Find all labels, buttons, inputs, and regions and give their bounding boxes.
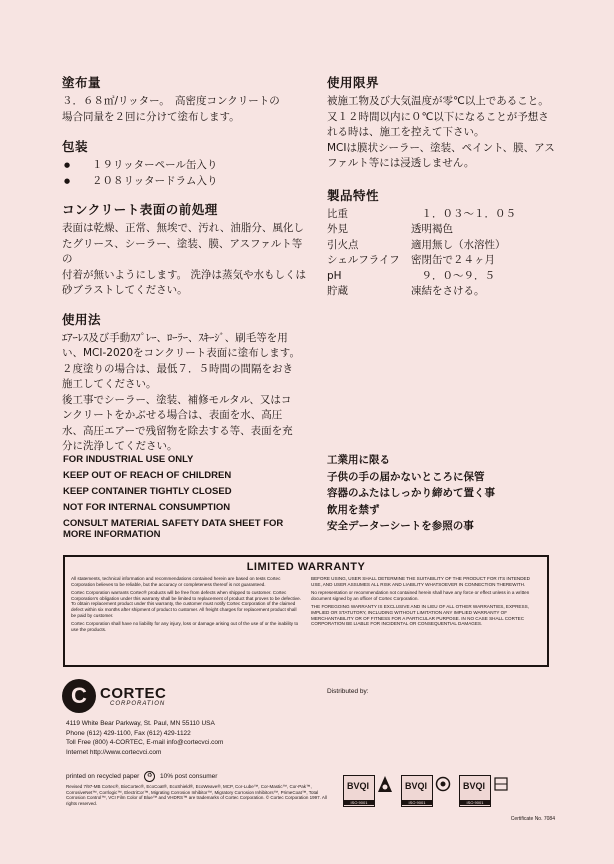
warranty-paragraph: All statements, technical information and recommendations contained herein are based on tests Cortec Corporation believes to be reliable, but the accuracy or completeness thereof is not guaranteed.	[71, 576, 281, 587]
properties-section	[327, 186, 577, 300]
warning-line-jp: 工業用に限る	[327, 454, 390, 466]
cortec-logo-text	[100, 686, 166, 707]
post-consumer-text: 10% post consumer	[159, 773, 218, 781]
warranty-paragraph: No representation or recommendation not contained herein shall have any force or effect unless in a written document signed by an officer of Cortec Corporation.	[311, 590, 530, 601]
cortec-logo	[62, 679, 166, 713]
distributed-by-label: Distributed by:	[327, 688, 369, 695]
recycled-paper-text: printed on recycled paper	[66, 773, 140, 781]
property-row	[327, 269, 577, 285]
bvqi-badge-icon	[401, 775, 433, 807]
application-title: 使用法	[62, 311, 102, 327]
warning-line: KEEP OUT OF REACH OF CHILDREN	[63, 470, 232, 481]
surface-prep-body: 表面は乾燥、正常、無埃で、汚れ、油脂分、風化し たグリース、シーラー、塗装、膜、アスファルト等の 付着が無いようにします。 洗浄は蒸気や水もしくは 砂ブラストしてください。	[62, 222, 306, 296]
accreditation-seal-icon	[435, 775, 451, 795]
property-value: １．０３～１．０５	[411, 207, 516, 220]
warning-line: NOT FOR INTERNAL CONSUMPTION	[63, 502, 231, 513]
cortec-logo-icon: C	[62, 679, 96, 713]
property-value: ９．０～９．５	[411, 269, 495, 282]
warnings-english	[63, 452, 313, 540]
cert-iso: ISO 9001	[402, 800, 432, 805]
property-value: 密閉缶で２４ヶ月	[411, 254, 495, 266]
limited-warranty-box	[63, 555, 549, 667]
property-value: 凍結をさける。	[411, 285, 485, 297]
property-row	[327, 207, 577, 223]
packaging-section	[62, 137, 307, 189]
warranty-left-column	[71, 576, 301, 635]
warranty-paragraph: Cortec Corporation warrants Cortec® products will be free from defects when shipped to customer. Cortec Corporation's obligation under this warranty shall be limited to replacement of product that proves to be defective. To obtain replacement product under this warranty, the customer must notify Cortec Corporation of the claimed defect within six months after shipment of product to customer. All freight charges for replacement product shall be paid by customer.	[71, 590, 301, 618]
recycled-line	[66, 771, 328, 782]
cert-brand: BVQI	[463, 781, 486, 791]
warnings-japanese	[327, 452, 567, 535]
application-body: ｴｱｰﾚｽ及び手動ｽﾌﾟﾚｰ、ﾛｰﾗｰ、ｽｷｰｼﾞ、刷毛等を用 い、MCI-2020をコンクリート表面に塗布します。 ２度塗りの場合は、最低７．５時間の間隔をおき 施工してください。 後工事でシーラー、塗装、補修モルタル、又はコ ンクリートをかぶせる場合は、表面を水、高圧 水、高圧エアーで残留物を除去する等、表面を充 分に洗浄してください。	[62, 331, 300, 452]
address-line: 4119 White Bear Parkway, St. Paul, MN 55110 USA	[66, 720, 215, 727]
property-key: 引火点	[327, 238, 359, 251]
properties-table	[327, 207, 577, 300]
trademarks-text: Revised 7/97-MB Cortec®, BioCortec®, EcoCoat®, EcoShield®, EcoWeave®, MCP, Cor-Lube™, Cor-Mastic™, Cor-Pak™, CorrosiveNet™, Corrlogic™, ElectriCor™, Migrating Corrosion Inhibitor™, Migratory Corrosion Inhibitors™, PrimeCoat™, Total Corrosion Control™, VCI Film Color of Blue™ and VHDRS™ are trademarks of Cortec Corporation. © Cortec Corporation 1997. All rights reserved.	[66, 784, 327, 806]
property-row	[327, 253, 577, 269]
property-key: 貯蔵	[327, 285, 348, 297]
property-key: シェルフライフ	[327, 254, 400, 266]
cert-badge	[459, 775, 509, 807]
accreditation-crest-icon	[493, 775, 509, 795]
address-line: Toll Free (800) 4-CORTEC, E-mail info@cortecvci.com	[66, 739, 224, 746]
company-name: CORTEC	[100, 684, 167, 702]
recycled-note	[66, 771, 328, 806]
cert-iso: ISO 9001	[344, 800, 374, 805]
property-row	[327, 284, 577, 300]
cert-badge	[401, 775, 451, 807]
cert-brand: BVQI	[347, 781, 370, 791]
warning-line: KEEP CONTAINER TIGHTLY CLOSED	[63, 486, 232, 497]
limits-section	[327, 73, 577, 172]
warning-line-jp: 子供の手の届かないところに保管	[327, 470, 485, 483]
left-column	[62, 73, 307, 455]
warning-line: FOR INDUSTRIAL USE ONLY	[63, 454, 194, 465]
packaging-item: ● ２０８リッタードラム入り	[62, 174, 307, 190]
properties-title: 製品特性	[327, 187, 380, 203]
accreditation-mark-icon	[377, 775, 393, 795]
property-key: pH	[327, 269, 342, 282]
coverage-body: ３．６８㎡/リッター。 高密度コンクリートの 場合同量を２回に分けて塗布します。	[62, 95, 280, 123]
surface-prep-section	[62, 200, 307, 299]
certification-badges	[343, 775, 555, 822]
right-column	[327, 73, 577, 300]
property-row	[327, 238, 577, 254]
packaging-title: 包装	[62, 139, 89, 154]
coverage-title: 塗布量	[62, 75, 102, 90]
cert-badge	[343, 775, 393, 807]
warranty-paragraph: THE FOREGOING WARRANTY IS EXCLUSIVE AND IN LIEU OF ALL OTHER WARRANTIES, EXPRESS, IMPLIED OR STATUTORY, INCLUDING WITHOUT LIMITATION ANY IMPLIED WARRANTY OF MERCHANTABILITY OR OF FITNESS FOR A PARTICULAR PURPOSE. IN NO CASE SHALL CORTEC CORPORATION BE LIABLE FOR INCIDENTAL OR CONSEQUENTIAL DAMAGES.	[311, 604, 529, 627]
cert-brand: BVQI	[405, 781, 428, 791]
packaging-list	[62, 158, 307, 189]
recycle-icon: ♻	[144, 771, 155, 782]
warranty-paragraph: Cortec Corporation shall have no liability for any injury, loss or damage arising out of the use of or the inability to use the products.	[71, 621, 299, 632]
warranty-columns	[71, 576, 541, 635]
warning-line-jp: 安全データーシートを参照の事	[327, 520, 474, 532]
cert-iso: ISO 9001	[460, 800, 490, 805]
warranty-paragraph: BEFORE USING, USER SHALL DETERMINE THE SUITABILITY OF THE PRODUCT FOR ITS INTENDED USE, AND USER ASSUMES ALL RISK AND LIABILITY WHATSOEVER IN CONNECTION THEREWITH.	[311, 576, 530, 587]
property-row	[327, 222, 577, 238]
property-value: 透明褐色	[411, 223, 453, 235]
bvqi-badge-icon	[343, 775, 375, 807]
warning-line: CONSULT MATERIAL SAFETY DATA SHEET FOR MORE INFORMATION	[63, 518, 284, 540]
company-address	[66, 719, 223, 757]
certificate-number: Certificate No. 7084	[510, 816, 555, 822]
warning-line-jp: 容器のふたはしっかり締めて置く事	[327, 487, 495, 499]
surface-prep-title: コンクリート表面の前処理	[62, 202, 218, 217]
coverage-section	[62, 73, 307, 125]
limits-title: 使用限界	[327, 75, 380, 90]
warning-line-jp: 飲用を禁ず	[327, 503, 380, 516]
property-key: 外見	[327, 223, 348, 235]
bvqi-badge-icon	[459, 775, 491, 807]
company-sub: CORPORATION	[110, 700, 166, 707]
warranty-right-column	[311, 576, 541, 635]
warranty-title: LIMITED WARRANTY	[246, 561, 366, 573]
property-key: 比重	[327, 207, 348, 220]
limits-body: 被施工物及び大気温度が零℃以上であること。 又１２時間以内に０℃以下になることが予想さ れる時は、施工を控えて下さい。 MCIは膜状シーラー、塗装、ペイント、膜、アス ファルト等には浸透しません。	[327, 95, 555, 169]
address-line: Internet http://www.cortecvci.com	[66, 748, 162, 756]
property-value: 適用無し（水溶性）	[411, 238, 506, 251]
address-line: Phone (612) 429-1100, Fax (612) 429-1122	[66, 729, 191, 737]
packaging-item: ● １９リッターペール缶入り	[62, 158, 307, 174]
application-section	[62, 310, 307, 455]
